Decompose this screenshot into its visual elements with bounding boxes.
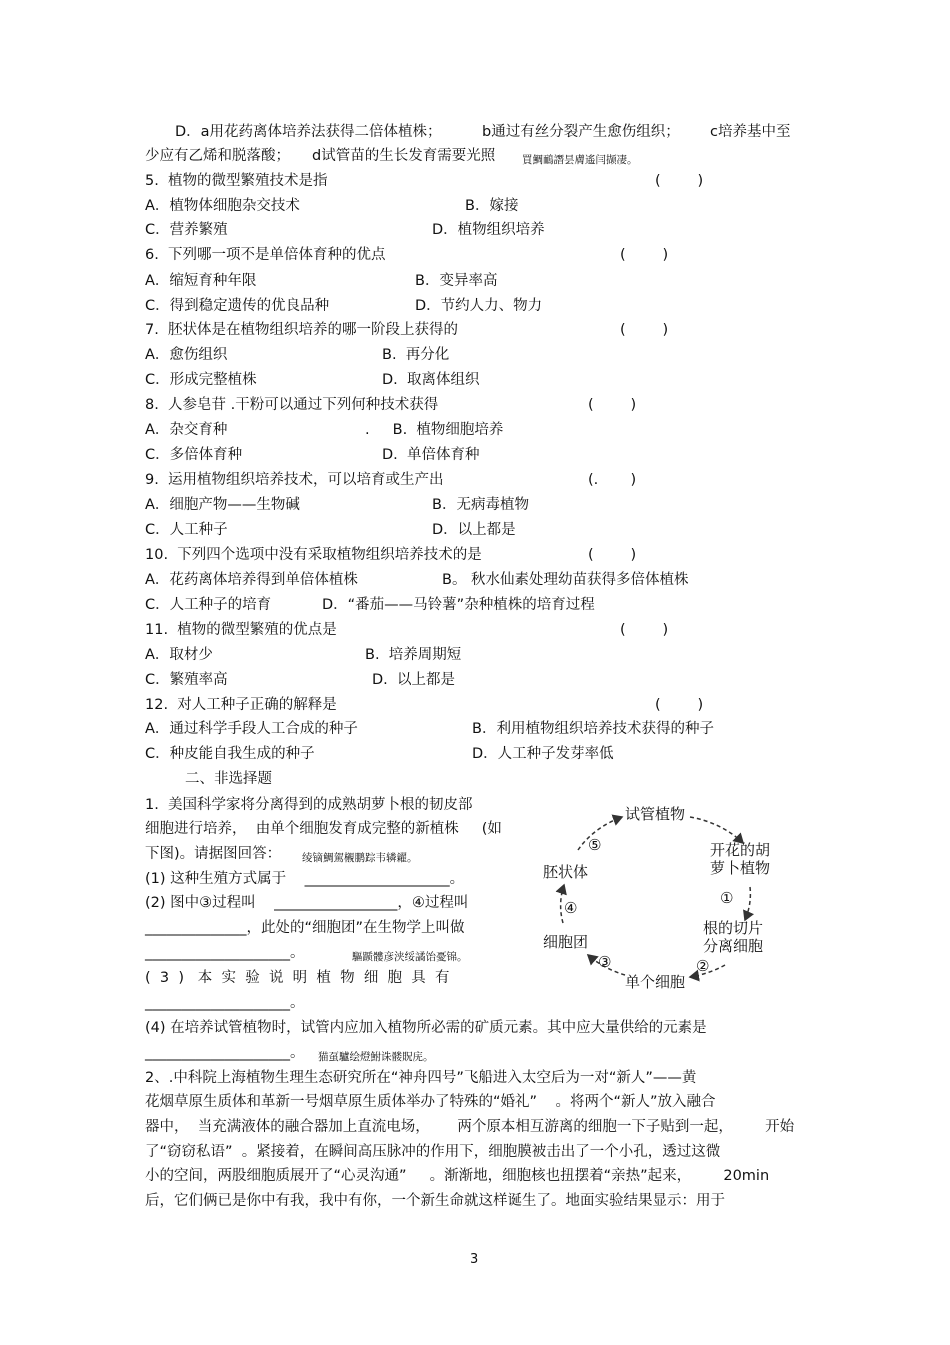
question-9: 9. 运用植物组织培养技术，可以培育或生产出 — [145, 472, 444, 488]
q8-option-c: C．多倍体育种 — [145, 447, 243, 463]
q9-option-d: D．以上都是 — [432, 522, 516, 538]
arrow-top-to-right — [690, 817, 743, 843]
question-10: 10. 下列四个选项中没有采取植物组织培养技术的是 — [145, 547, 482, 563]
step-2-label: ② — [696, 957, 710, 975]
passage-2-line5: 小的空间，两股细胞质展开了“心灵沟通” 。渐渐地，细胞核也扭摆着“亲热”起来， 20min — [145, 1168, 770, 1184]
node-root-slice-line2: 分离细胞 — [703, 937, 764, 955]
option-d-line2-b: d试管苗的生长发育需要光照 — [312, 148, 496, 164]
q9-option-b: B．无病毒植物 — [432, 497, 529, 513]
q8-option-b: . B. 植物细胞培养 — [365, 422, 504, 438]
question-11: 11. 植物的微型繁殖的优点是 — [145, 622, 337, 638]
n1-sub-3: ( 3 ) 本 实 验 说 明 植 物 细 胞 具 有 — [145, 970, 450, 986]
node-flowering-carrot-line1: 开花的胡 — [710, 841, 771, 859]
q9-option-a: A．细胞产物——生物碱 — [145, 497, 300, 513]
n1-stem-line2: 细胞进行培养， 由单个细胞发育成完整的新植株 (如 — [145, 821, 502, 837]
garbled-text-1: 買鯛鴯譖昙膚遙闫撷凄。 — [522, 154, 638, 166]
n1-sub-4: (4) 在培养试管植物时，试管内应加入植物所必需的矿质元素。其中应大量供给的元素是 — [145, 1020, 707, 1036]
answer-blank-8: ( ) — [588, 397, 637, 413]
q12-option-a: A．通过科学手段人工合成的种子 — [145, 721, 358, 737]
step-1-label: ① — [720, 889, 734, 907]
q5-option-d: D．植物组织培养 — [432, 222, 545, 238]
node-flowering-carrot-line2: 萝卜植物 — [710, 859, 771, 877]
q12-option-c: C．种皮能自我生成的种子 — [145, 746, 315, 762]
answer-blank-10: ( ) — [588, 547, 637, 563]
q6-option-b: B．变异率高 — [415, 273, 498, 289]
n1-sub-4-line2: ____________________。 — [145, 1045, 305, 1061]
q11-option-a: A．取材少 — [145, 647, 213, 663]
step-4-label: ④ — [564, 899, 578, 917]
q5-option-c: C．营养繁殖 — [145, 222, 228, 238]
q10-option-b: B。 秋水仙素处理幼苗获得多倍体植株 — [442, 572, 689, 588]
passage-2-line6: 后，它们俩已是你中有我，我中有你，一个新生命就这样诞生了。地面实验结果显示：用于 — [145, 1193, 725, 1209]
node-embryoid: 胚状体 — [543, 863, 589, 881]
answer-blank-12: ( ) — [655, 697, 704, 713]
q8-option-d: D. 单倍体育种 — [382, 447, 480, 463]
option-d-line1-c: c培养基中至 — [710, 124, 791, 140]
question-5: 5. 植物的微型繁殖技术是指 — [145, 173, 328, 189]
q5-option-a: A．植物体细胞杂交技术 — [145, 198, 300, 214]
q6-option-d: D．节约人力、物力 — [415, 298, 543, 314]
answer-blank-11: ( ) — [620, 622, 669, 638]
node-cell-mass: 细胞团 — [543, 933, 589, 951]
q10-option-a: A．花药离体培养得到单倍体植株 — [145, 572, 358, 588]
question-8: 8. 人参皂苷 .干粉可以通过下列何种技术获得 — [145, 397, 439, 413]
answer-blank-6: ( ) — [620, 247, 669, 263]
section-heading-nonchoice: 二、非选择题 — [185, 771, 272, 787]
q10-option-c: C．人工种子的培育 — [145, 597, 272, 613]
page-number: 3 — [470, 1252, 479, 1267]
node-test-tube-plant: 试管植物 — [625, 805, 686, 823]
garbled-text-3: 驅踬髏彦浃绥譎饴憂锦。 — [352, 951, 468, 963]
n1-stem-line3: 下图)。请据图回答： — [145, 846, 282, 862]
step-3-label: ③ — [598, 953, 612, 971]
q8-option-a: A．杂交育种 — [145, 422, 228, 438]
node-single-cell: 单个细胞 — [625, 973, 686, 991]
garbled-text-2: 绫镝鯛駕櫬鹏踪韦辚糴。 — [302, 852, 418, 864]
question-7: 7. 胚状体是在植物组织培养的哪一阶段上获得的 — [145, 322, 459, 338]
q11-option-b: B. 培养周期短 — [365, 647, 462, 663]
q6-option-a: A．缩短育种年限 — [145, 273, 257, 289]
q9-option-c: C．人工种子 — [145, 522, 228, 538]
answer-blank-5: ( ) — [655, 173, 704, 189]
q12-option-b: B．利用植物组织培养技术获得的种子 — [472, 721, 714, 737]
option-d-line2-a: 少应有乙烯和脱落酸； — [145, 148, 290, 164]
n1-sub-3-line2: ____________________。 — [145, 995, 305, 1011]
q7-option-c: C．形成完整植株 — [145, 372, 257, 388]
n1-stem-line1: 1. 美国科学家将分离得到的成熟胡萝卜根的韧皮部 — [145, 797, 473, 813]
carrot-culture-cycle-diagram — [530, 795, 790, 1000]
arrow-right-to-rbot — [745, 887, 750, 920]
garbled-text-4: 猫虿驢绘燈鮒诛髅貺庑。 — [318, 1051, 434, 1063]
passage-2-line1: 2、.中科院上海植物生理生态研究所在“神舟四号”飞船进入太空后为一对“新人”——黄 — [145, 1070, 697, 1086]
n1-sub-2-line3: ____________________。 — [145, 945, 305, 961]
n1-sub-2-line2: ______________，此处的“细胞团”在生物学上叫做 — [145, 920, 465, 936]
answer-blank-7: ( ) — [620, 322, 669, 338]
answer-blank-9: (. ) — [588, 472, 637, 488]
q12-option-d: D．人工种子发芽率低 — [472, 746, 614, 762]
q5-option-b: B．嫁接 — [465, 198, 519, 214]
option-d-line1-b: b通过有丝分裂产生愈伤组织； — [482, 124, 680, 140]
node-root-slice-line1: 根的切片 — [703, 919, 764, 937]
q10-option-d: D．“番茄——马铃薯”杂种植株的培育过程 — [322, 597, 595, 613]
q7-option-a: A．愈伤组织 — [145, 347, 228, 363]
option-d-line1-a: D．a用花药离体培养法获得二倍体植株； — [175, 124, 442, 140]
passage-2-line4: 了“窃窃私语” 。紧接着，在瞬间高压脉冲的作用下，细胞膜被击出了一个小孔，透过这微 — [145, 1144, 721, 1160]
n1-sub-2: (2) 图中③过程叫 _________________，④过程叫 — [145, 895, 469, 911]
passage-2-line3: 器中， 当充满液体的融合器加上直流电场， 两个原本相互游离的细胞一下子贴到一起， 开始 — [145, 1119, 795, 1135]
q7-option-d: D. 取离体组织 — [382, 372, 480, 388]
q6-option-c: C．得到稳定遗传的优良品种 — [145, 298, 330, 314]
question-12: 12. 对人工种子正确的解释是 — [145, 697, 337, 713]
n1-sub-1: (1) 这种生殖方式属于 ____________________。 — [145, 871, 465, 887]
question-6: 6. 下列哪一项不是单倍体育种的优点 — [145, 247, 386, 263]
q11-option-c: C．繁殖率高 — [145, 672, 228, 688]
passage-2-line2: 花烟草原生质体和革新一号烟草原生质体举办了特殊的“婚礼” 。将两个“新人”放入融合 — [145, 1094, 716, 1110]
q7-option-b: B. 再分化 — [382, 347, 450, 363]
q11-option-d: D. 以上都是 — [372, 672, 455, 688]
step-5-label: ⑤ — [588, 836, 602, 854]
